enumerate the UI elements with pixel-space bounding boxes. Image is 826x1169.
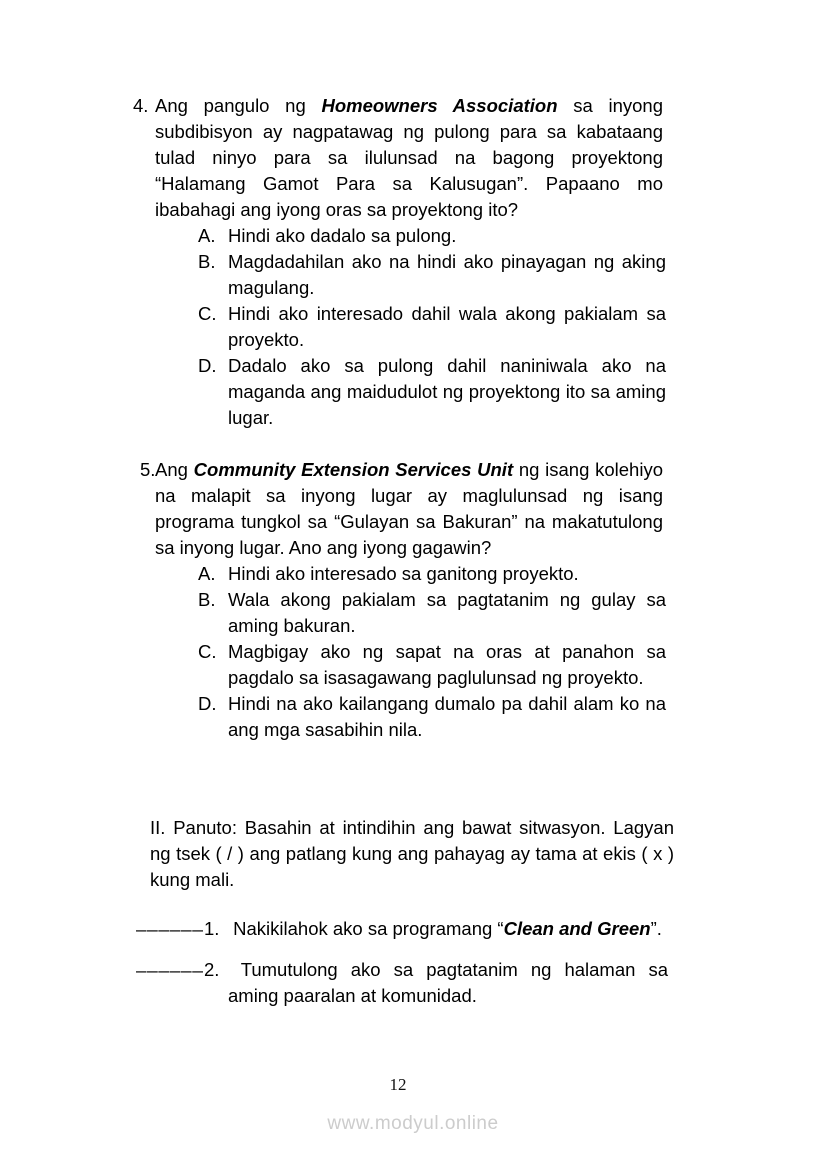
item-2-text-before: Tumutulong ako sa pagtatanim ng halaman sa aming paaralan at komunidad. [228, 959, 668, 1006]
question-5-option-c-text: Magbigay ako ng sapat na oras at panahon sa pagdalo sa isasagawang paglulunsad ng proyekto. [228, 641, 666, 688]
question-5-option-a-letter: A. [198, 563, 216, 584]
question-5-option-c [198, 639, 666, 691]
question-4-text-after: sa inyong subdibisyon ay nagpatawag ng pulong para sa kabataang tulad ninyo para sa ilulunsad na bagong proyektong “Halamang Gamot Para sa Kalusugan”. Papaano mo ibabahagi ang iyong oras sa proyektong ito? [155, 95, 663, 220]
question-4-option-b-text: Magdadahilan ako na hindi ako pinayagan ng aking magulang. [228, 251, 666, 298]
question-4-text-before: Ang pangulo ng [155, 95, 322, 116]
question-5-option-a-text: Hindi ako interesado sa ganitong proyekto. [228, 563, 579, 584]
question-4-option-d-text: Dadalo ako sa pulong dahil naniniwala ako na maganda ang maidudulot ng proyektong ito sa aming lugar. [228, 355, 666, 428]
item-1 [136, 909, 668, 942]
item-1-text-after: ”. [650, 918, 662, 939]
question-4-option-d [198, 353, 666, 431]
item-1-lead [136, 909, 228, 942]
section-two-instructions: II. Panuto: Basahin at intindihin ang bawat sitwasyon. Lagyan ng tsek ( / ) ang patlang kung ang pahayag ay tama at ekis ( x ) kung mali. [150, 817, 674, 890]
question-5-option-b [198, 587, 666, 639]
question-5-text-after: ng isang kolehiyo na malapit sa inyong lugar ay maglulunsad ng isang programa tungkol sa “Gulayan sa Bakuran” na makatutulong sa inyong lugar. Ano ang iyong gagawin? [155, 459, 663, 558]
question-4 [133, 93, 668, 431]
question-5 [133, 457, 668, 743]
question-4-option-a-text: Hindi ako dadalo sa pulong. [228, 225, 457, 246]
question-5-option-b-text: Wala akong pakialam sa pagtatanim ng gulay sa aming bakuran. [228, 589, 666, 636]
question-5-option-d [198, 691, 666, 743]
question-4-text [133, 93, 663, 223]
question-4-options [198, 223, 666, 431]
item-2 [136, 950, 668, 1009]
question-4-option-c-text: Hindi ako interesado dahil wala akong pakialam sa proyekto. [228, 303, 666, 350]
question-4-option-c-letter: C. [198, 303, 217, 324]
page-number: 12 [389, 1075, 407, 1094]
question-4-option-b-letter: B. [198, 251, 216, 272]
section-two [133, 815, 674, 1009]
question-4-option-d-letter: D. [198, 355, 217, 376]
question-5-bold-phrase: Community Extension Services Unit [193, 459, 514, 480]
question-4-option-c [198, 301, 666, 353]
question-5-option-d-text: Hindi na ako kailangang dumalo pa dahil alam ko na ang mga sasabihin nila. [228, 693, 666, 740]
question-4-option-a-letter: A. [198, 225, 216, 246]
question-4-number: 4. [133, 95, 149, 116]
question-5-number: 5. [140, 459, 156, 480]
item-2-number: 2. [204, 959, 220, 980]
question-5-option-d-letter: D. [198, 693, 217, 714]
watermark: www.modyul.online [327, 1113, 499, 1134]
question-5-option-a [198, 561, 666, 587]
item-1-bold-phrase: Clean and Green [503, 918, 651, 939]
item-2-answer-blank: ______ [136, 952, 204, 973]
question-5-option-c-letter: C. [198, 641, 217, 662]
page-content [133, 93, 674, 1017]
question-5-option-b-letter: B. [198, 589, 216, 610]
item-1-number: 1. [204, 918, 220, 939]
question-5-text-before: Ang [155, 459, 194, 480]
question-4-option-b [198, 249, 666, 301]
question-5-options [198, 561, 666, 743]
question-4-option-a [198, 223, 666, 249]
item-1-answer-blank: ______ [136, 911, 204, 932]
item-2-lead [136, 950, 228, 983]
section-two-items [136, 909, 668, 1009]
question-5-text [133, 457, 663, 561]
question-4-bold-phrase: Homeowners Association [321, 95, 558, 116]
item-1-text-before: Nakikilahok ako sa programang “ [228, 918, 504, 939]
